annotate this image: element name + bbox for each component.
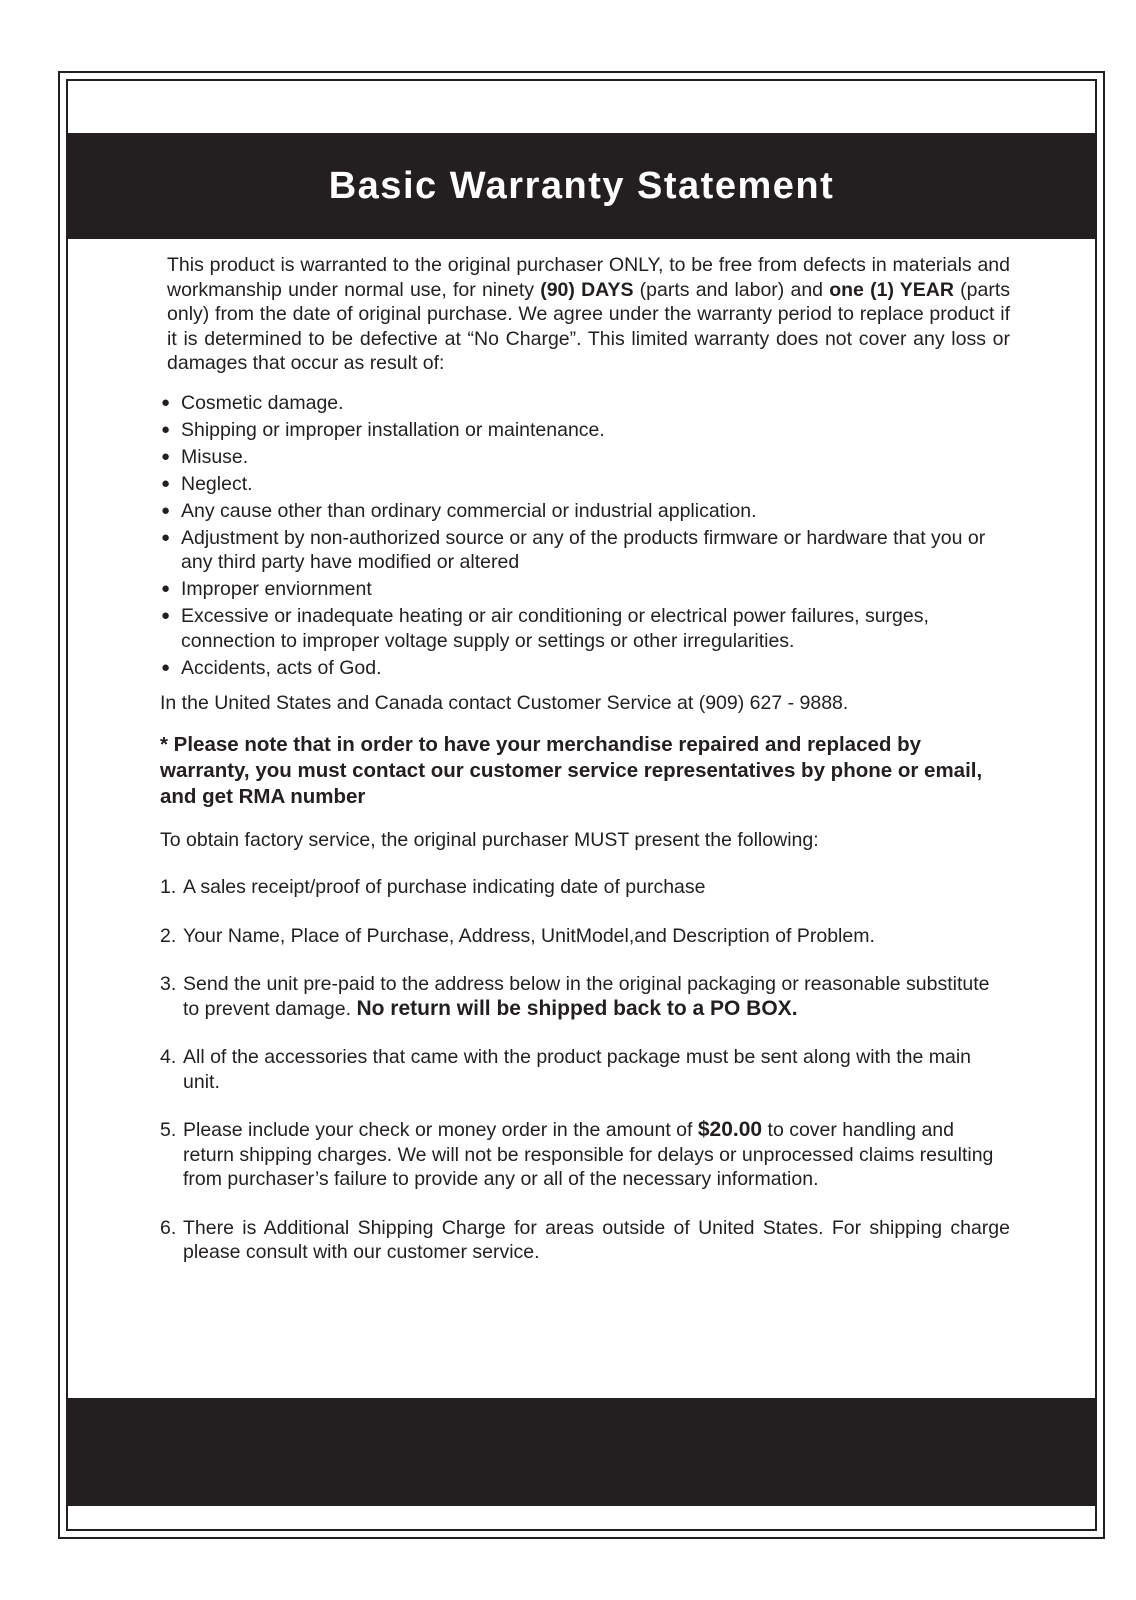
list-item [160,418,1010,443]
step-item [160,875,1010,900]
list-item-text: Adjustment by non-authorized source or any of the products firmware or hardware that you or any third party have modified or altered [181,526,986,573]
bullet-icon: ● [161,420,171,438]
step-text: Your Name, Place of Purchase, Address, UnitModel,and Description of Problem. [183,924,875,947]
list-item-text: Shipping or improper installation or maintenance. [181,418,605,441]
intro-text-3: (parts only) from the date of original purchase. We agree under the warranty period to replace product if it is determined to be defective at “No Charge”. This limited warranty does not cover any loss or damages that occur as result of: [167,278,1011,374]
page-title: Basic Warranty Statement [328,164,835,207]
list-item [160,526,1010,575]
handling-fee-amount: $20.00 [697,1118,763,1141]
service-requirements-intro: To obtain factory service, the original purchaser MUST present the following: [160,828,819,851]
list-item [160,445,1010,470]
list-item-text: Improper enviornment [181,578,372,600]
exclusions-list [160,391,1010,681]
list-item-text: Cosmetic damage. [181,391,344,414]
rma-note: * Please note that in order to have your merchandise repaired and replaced by warranty, you must contact our customer service representatives by phone or email, and get RMA number [160,732,983,808]
bullet-icon: ● [161,607,171,624]
step-text: There is Additional Shipping Charge for areas outside of United States. For shipping charge please consult with our customer service. [183,1216,1010,1263]
step-number: 2. [160,924,177,947]
list-item [160,577,1010,602]
footer-band [68,1398,1095,1506]
warranty-body [160,253,1010,1289]
step-text: A sales receipt/proof of purchase indicating date of purchase [183,876,706,898]
step-text: Please include your check or money order in the amount of [183,1119,698,1141]
step-text: All of the accessories that came with the product package must be sent along with the main unit. [183,1046,972,1093]
step-item [160,972,1010,1021]
step-text: to cover handling and return shipping charges. We will not be responsible for delays or unprocessed claims resulting from purchaser’s failure to provide any or all of the necessary information. [183,1119,994,1190]
intro-paragraph [167,253,1010,376]
bullet-icon: ● [161,580,171,597]
service-steps-list [160,875,1010,1265]
intro-days-period: (90) DAYS [540,278,634,301]
title-band [68,133,1095,239]
bullet-icon: ● [161,528,171,546]
list-item-text: Accidents, acts of God. [181,656,382,679]
step-number: 6. [160,1216,177,1239]
bullet-icon: ● [161,393,171,411]
list-item [160,604,1010,653]
step-text: Send the unit pre-paid to the address below in the original packaging or reasonable substitute to prevent damage. [183,973,990,1020]
contact-line: In the United States and Canada contact Customer Service at (909) 627 - 9888. [160,692,849,714]
list-item [160,499,1010,524]
list-item-text: Excessive or inadequate heating or air conditioning or electrical power failures, surges, connection to improper voltage supply or settings or other irregularities. [181,605,929,652]
bullet-icon: ● [161,447,171,465]
step-number: 1. [160,876,177,898]
step-number: 4. [160,1046,177,1068]
step-item [160,1216,1010,1265]
intro-year-period: one (1) YEAR [829,278,954,301]
list-item-text: Misuse. [181,445,249,468]
bullet-icon: ● [161,658,171,676]
step-item [160,1118,1010,1192]
list-item-text: Any cause other than ordinary commercial or industrial application. [181,499,757,522]
bullet-icon: ● [161,501,171,519]
bullet-icon: ● [161,474,171,492]
list-item [160,391,1010,416]
step-number: 3. [160,973,177,995]
list-item [160,472,1010,497]
step-number: 5. [160,1119,177,1141]
list-item [160,656,1010,681]
po-box-warning: No return will be shipped back to a PO BOX. [356,996,798,1020]
step-item [160,1045,1010,1094]
intro-text-1: This product is warranted to the original purchaser ONLY, to be free from defects in materials and workmanship under normal use, for ninety [167,254,1010,301]
step-item [160,924,1010,949]
list-item-text: Neglect. [181,472,253,495]
intro-text-2: (parts and labor) and [633,278,830,301]
